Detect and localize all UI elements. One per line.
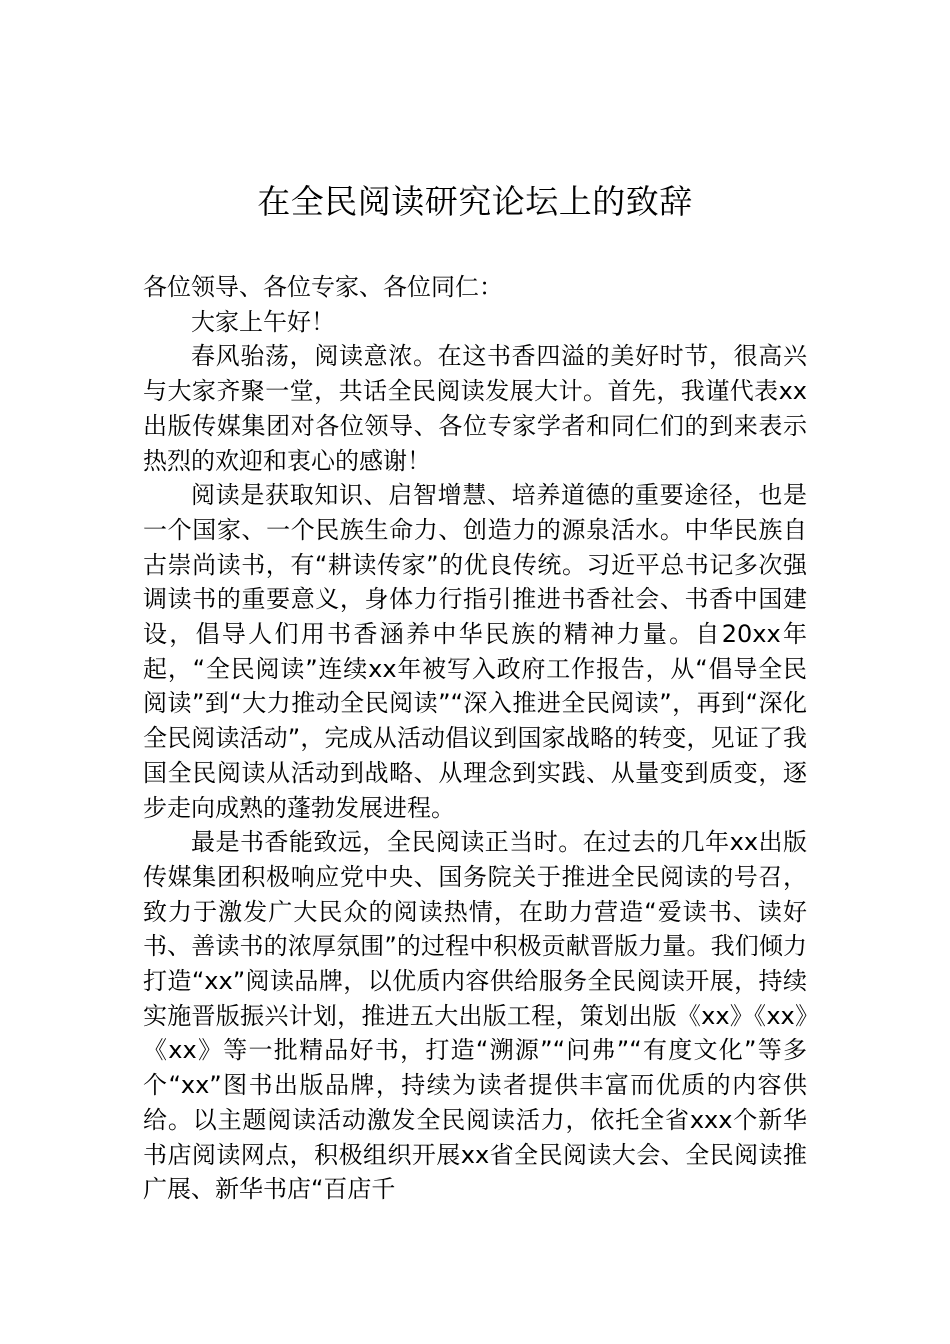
paragraph-group-contribution: 最是书香能致远，全民阅读正当时。在过去的几年xx出版传媒集团积极响应党中央、国务院关于推进全民阅读的号召，致力于激发广大民众的阅读热情，在助力营造“爱读书、读好书、善读书的浓厚氛围”的过程中积极贡献晋版力量。我们倾力打造“xx”阅读品牌，以优质内容供给服务全民阅读开展，持续实施晋版振兴计划，推进五大出版工程，策划出版《xx》《xx》《xx》等一批精品好书，打造“溯源”“问弗”“有度文化”等多个“xx”图书出版品牌，持续为读者提供丰富而优质的内容供给。以主题阅读活动激发全民阅读活力，依托全省xxx个新华书店阅读网点，积极组织开展xx省全民阅读大会、全民阅读推广展、新华书店“百店千 xyxy=(143,828,807,1204)
paragraph-reading-importance: 阅读是获取知识、启智增慧、培养道德的重要途径，也是一个国家、一个民族生命力、创造力的源泉活水。中华民族自古崇尚读书，有“耕读传家”的优良传统。习近平总书记多次强调读书的重要意义，身体力行指引推进书香社会、书香中国建设，倡导人们用书香涵养中华民族的精神力量。自20xx年起，“全民阅读”连续xx年被写入政府工作报告，从“倡导全民阅读”到“大力推动全民阅读”“深入推进全民阅读”，再到“深化全民阅读活动”，完成从活动倡议到国家战略的转变，见证了我国全民阅读从活动到战略、从理念到实践、从量变到质变，逐步走向成熟的蓬勃发展进程。 xyxy=(143,481,807,822)
salutation: 各位领导、各位专家、各位同仁： xyxy=(143,273,503,301)
paragraph-greeting: 大家上午好！ xyxy=(191,307,335,336)
document-body xyxy=(143,270,807,1207)
paragraph-opening: 春风骀荡，阅读意浓。在这书香四溢的美好时节，很高兴与大家齐聚一堂，共话全民阅读发展大计。首先，我谨代表xx出版传媒集团对各位领导、各位专家学者和同仁们的到来表示热烈的欢迎和衷心的感谢！ xyxy=(143,342,807,475)
document-title: 在全民阅读研究论坛上的致辞 xyxy=(257,182,693,221)
